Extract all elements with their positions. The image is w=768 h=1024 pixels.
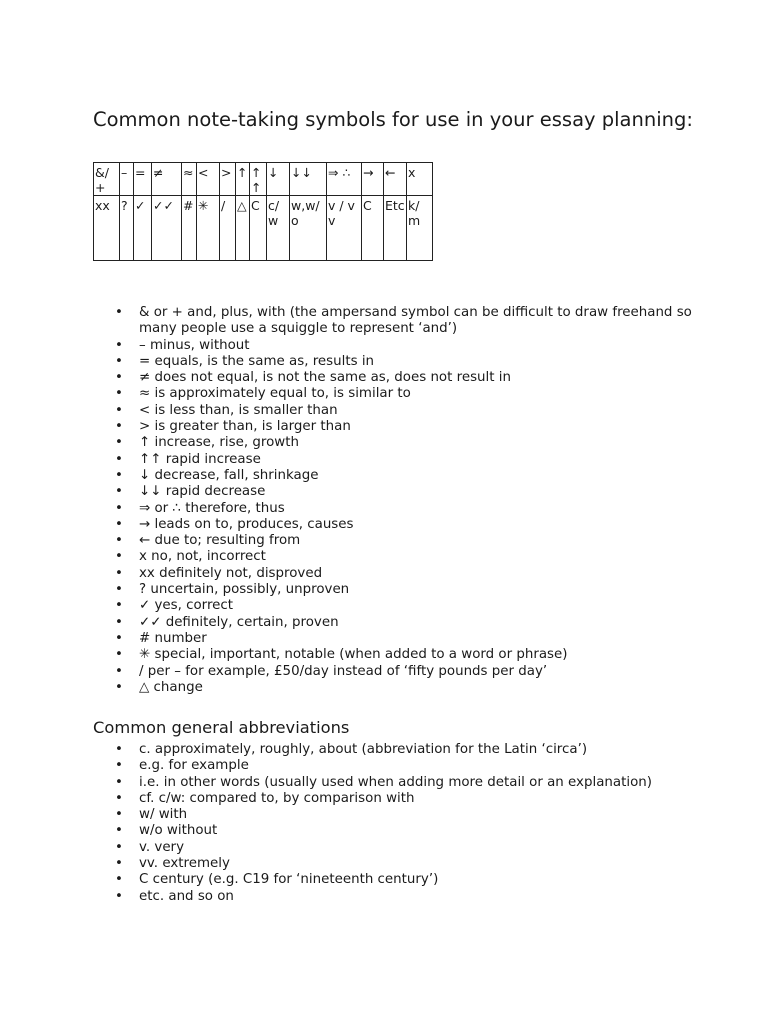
list-item-text: ✓ yes, correct <box>139 598 234 614</box>
list-item <box>93 452 693 468</box>
symbol-cell: xx <box>94 196 120 261</box>
list-item <box>93 305 693 338</box>
bullet-icon: • <box>115 823 123 839</box>
symbol-cell: △ <box>236 196 250 261</box>
symbol-cell: ≈ <box>182 163 197 196</box>
bullet-icon: • <box>115 856 123 872</box>
list-item-text: – minus, without <box>139 337 250 353</box>
bullet-icon: • <box>115 419 123 435</box>
symbol-cell: c/ w <box>267 196 290 261</box>
bullet-icon: • <box>115 370 123 386</box>
list-item-text: w/o without <box>139 823 218 839</box>
symbol-cell: ✓✓ <box>152 196 182 261</box>
list-item-text: ? uncertain, possibly, unproven <box>139 582 350 598</box>
list-item-text: → leads on to, produces, causes <box>139 516 354 532</box>
list-item <box>93 566 693 582</box>
symbol-cell: # <box>182 196 197 261</box>
bullet-icon: • <box>115 679 123 695</box>
list-item <box>93 419 693 435</box>
list-item <box>93 823 693 839</box>
bullet-icon: • <box>115 758 123 774</box>
bullet-icon: • <box>115 614 123 630</box>
list-item-text: ✓✓ definitely, certain, proven <box>139 614 339 630</box>
symbol-cell: ✳ <box>197 196 220 261</box>
list-item <box>93 386 693 402</box>
symbol-cell: ⇒ ∴ <box>327 163 362 196</box>
bullet-icon: • <box>115 630 123 646</box>
bullet-icon: • <box>115 647 123 663</box>
bullet-icon: • <box>115 533 123 549</box>
list-item <box>93 468 693 484</box>
list-item <box>93 370 693 386</box>
symbol-cell: / <box>220 196 236 261</box>
symbol-table-row <box>94 196 433 261</box>
list-item-text: ✳ special, important, notable (when added to a word or phrase) <box>139 647 568 663</box>
symbol-cell: k/m <box>407 196 433 261</box>
bullet-icon: • <box>115 516 123 532</box>
list-item <box>93 758 693 774</box>
symbol-cell: v / vv <box>327 196 362 261</box>
bullet-icon: • <box>115 565 123 581</box>
symbol-cell: = <box>134 163 152 196</box>
symbol-cell: – <box>120 163 134 196</box>
bullet-icon: • <box>115 598 123 614</box>
bullet-icon: • <box>115 807 123 823</box>
list-item <box>93 807 693 823</box>
list-item-text: etc. and so on <box>139 888 234 904</box>
symbol-cell: Etc <box>384 196 407 261</box>
bullet-icon: • <box>115 451 123 467</box>
list-item-text: ≠ does not equal, is not the same as, does not result in <box>139 370 511 386</box>
list-item-text: c. approximately, roughly, about (abbreviation for the Latin ‘circa’) <box>139 742 588 757</box>
list-item <box>93 354 693 370</box>
list-item <box>93 615 693 631</box>
bullet-icon: • <box>115 582 123 598</box>
list-item <box>93 775 693 791</box>
list-item-text: x no, not, incorrect <box>139 549 266 565</box>
list-item <box>93 582 693 598</box>
list-item <box>93 631 693 647</box>
list-item-text: ⇒ or ∴ therefore, thus <box>139 500 285 516</box>
symbol-cell: ↑ <box>236 163 250 196</box>
symbol-cell: &/+ <box>94 163 120 196</box>
list-item-text: xx definitely not, disproved <box>139 565 323 581</box>
list-item <box>93 549 693 565</box>
abbreviations-list <box>93 742 693 905</box>
symbol-cell: < <box>197 163 220 196</box>
bullet-icon: • <box>115 742 123 757</box>
list-item-text: vv. extremely <box>139 856 230 872</box>
symbol-cell: ↓ <box>267 163 290 196</box>
bullet-icon: • <box>115 872 123 888</box>
bullet-icon: • <box>115 337 123 353</box>
list-item <box>93 742 693 758</box>
bullet-icon: • <box>115 888 123 904</box>
list-item <box>93 403 693 419</box>
bullet-icon: • <box>115 435 123 451</box>
bullet-icon: • <box>115 549 123 565</box>
symbol-cell: ↓↓ <box>290 163 327 196</box>
bullet-icon: • <box>115 663 123 679</box>
list-item <box>93 484 693 500</box>
list-item-text: v. very <box>139 839 184 855</box>
list-item-text: C century (e.g. C19 for ‘nineteenth century’) <box>139 872 439 888</box>
list-item <box>93 533 693 549</box>
list-item <box>93 840 693 856</box>
list-item <box>93 338 693 354</box>
bullet-icon: • <box>115 386 123 402</box>
list-item <box>93 680 693 696</box>
list-item <box>93 664 693 680</box>
list-item-text: # number <box>139 630 207 646</box>
list-item-text: ↑ increase, rise, growth <box>139 435 299 451</box>
list-item-text: ≈ is approximately equal to, is similar to <box>139 386 411 402</box>
list-item <box>93 501 693 517</box>
symbol-cell: x <box>407 163 433 196</box>
symbol-cell: > <box>220 163 236 196</box>
symbol-cell: w,w/o <box>290 196 327 261</box>
list-item-text: < is less than, is smaller than <box>139 402 338 418</box>
bullet-icon: • <box>115 790 123 806</box>
symbol-table <box>93 162 433 261</box>
bullet-icon: • <box>115 774 123 790</box>
list-item-text: / per – for example, £50/day instead of ‘fifty pounds per day’ <box>139 663 548 679</box>
symbol-cell: ↑↑ <box>250 163 267 196</box>
list-item-text: = equals, is the same as, results in <box>139 353 375 369</box>
list-item <box>93 889 693 905</box>
list-item-text: cf. c/w: compared to, by comparison with <box>139 790 415 806</box>
list-item <box>93 435 693 451</box>
bullet-icon: • <box>115 467 123 483</box>
list-item-text: ← due to; resulting from <box>139 533 301 549</box>
list-item <box>93 647 693 663</box>
list-item-text: > is greater than, is larger than <box>139 419 351 435</box>
bullet-icon: • <box>115 839 123 855</box>
symbol-cell: C <box>250 196 267 261</box>
list-item-text: ↑↑ rapid increase <box>139 451 261 467</box>
list-item-text: w/ with <box>139 807 188 823</box>
list-item-text: △ change <box>139 679 203 695</box>
list-item <box>93 517 693 533</box>
list-item <box>93 791 693 807</box>
abbreviations-heading: Common general abbreviations <box>93 718 350 737</box>
list-item-text: & or + and, plus, with (the ampersand symbol can be difficult to draw freehand so many people use a squiggle to represent ‘and’) <box>139 305 692 337</box>
symbol-table-row <box>94 163 433 196</box>
list-item <box>93 598 693 614</box>
list-item-text: e.g. for example <box>139 758 249 774</box>
bullet-icon: • <box>115 484 123 500</box>
symbol-cell: ✓ <box>134 196 152 261</box>
symbol-cell: ≠ <box>152 163 182 196</box>
page-title: Common note-taking symbols for use in your essay planning: <box>93 108 693 131</box>
symbol-cell: ← <box>384 163 407 196</box>
bullet-icon: • <box>115 500 123 516</box>
list-item <box>93 872 693 888</box>
list-item-text: i.e. in other words (usually used when adding more detail or an explanation) <box>139 774 652 790</box>
list-item-text: ↓ decrease, fall, shrinkage <box>139 467 319 483</box>
symbol-cell: C <box>362 196 384 261</box>
symbol-meaning-list <box>93 305 693 696</box>
list-item-text: ↓↓ rapid decrease <box>139 484 266 500</box>
bullet-icon: • <box>115 353 123 369</box>
list-item <box>93 856 693 872</box>
symbol-cell: ? <box>120 196 134 261</box>
symbol-cell: → <box>362 163 384 196</box>
bullet-icon: • <box>115 305 123 320</box>
bullet-icon: • <box>115 402 123 418</box>
